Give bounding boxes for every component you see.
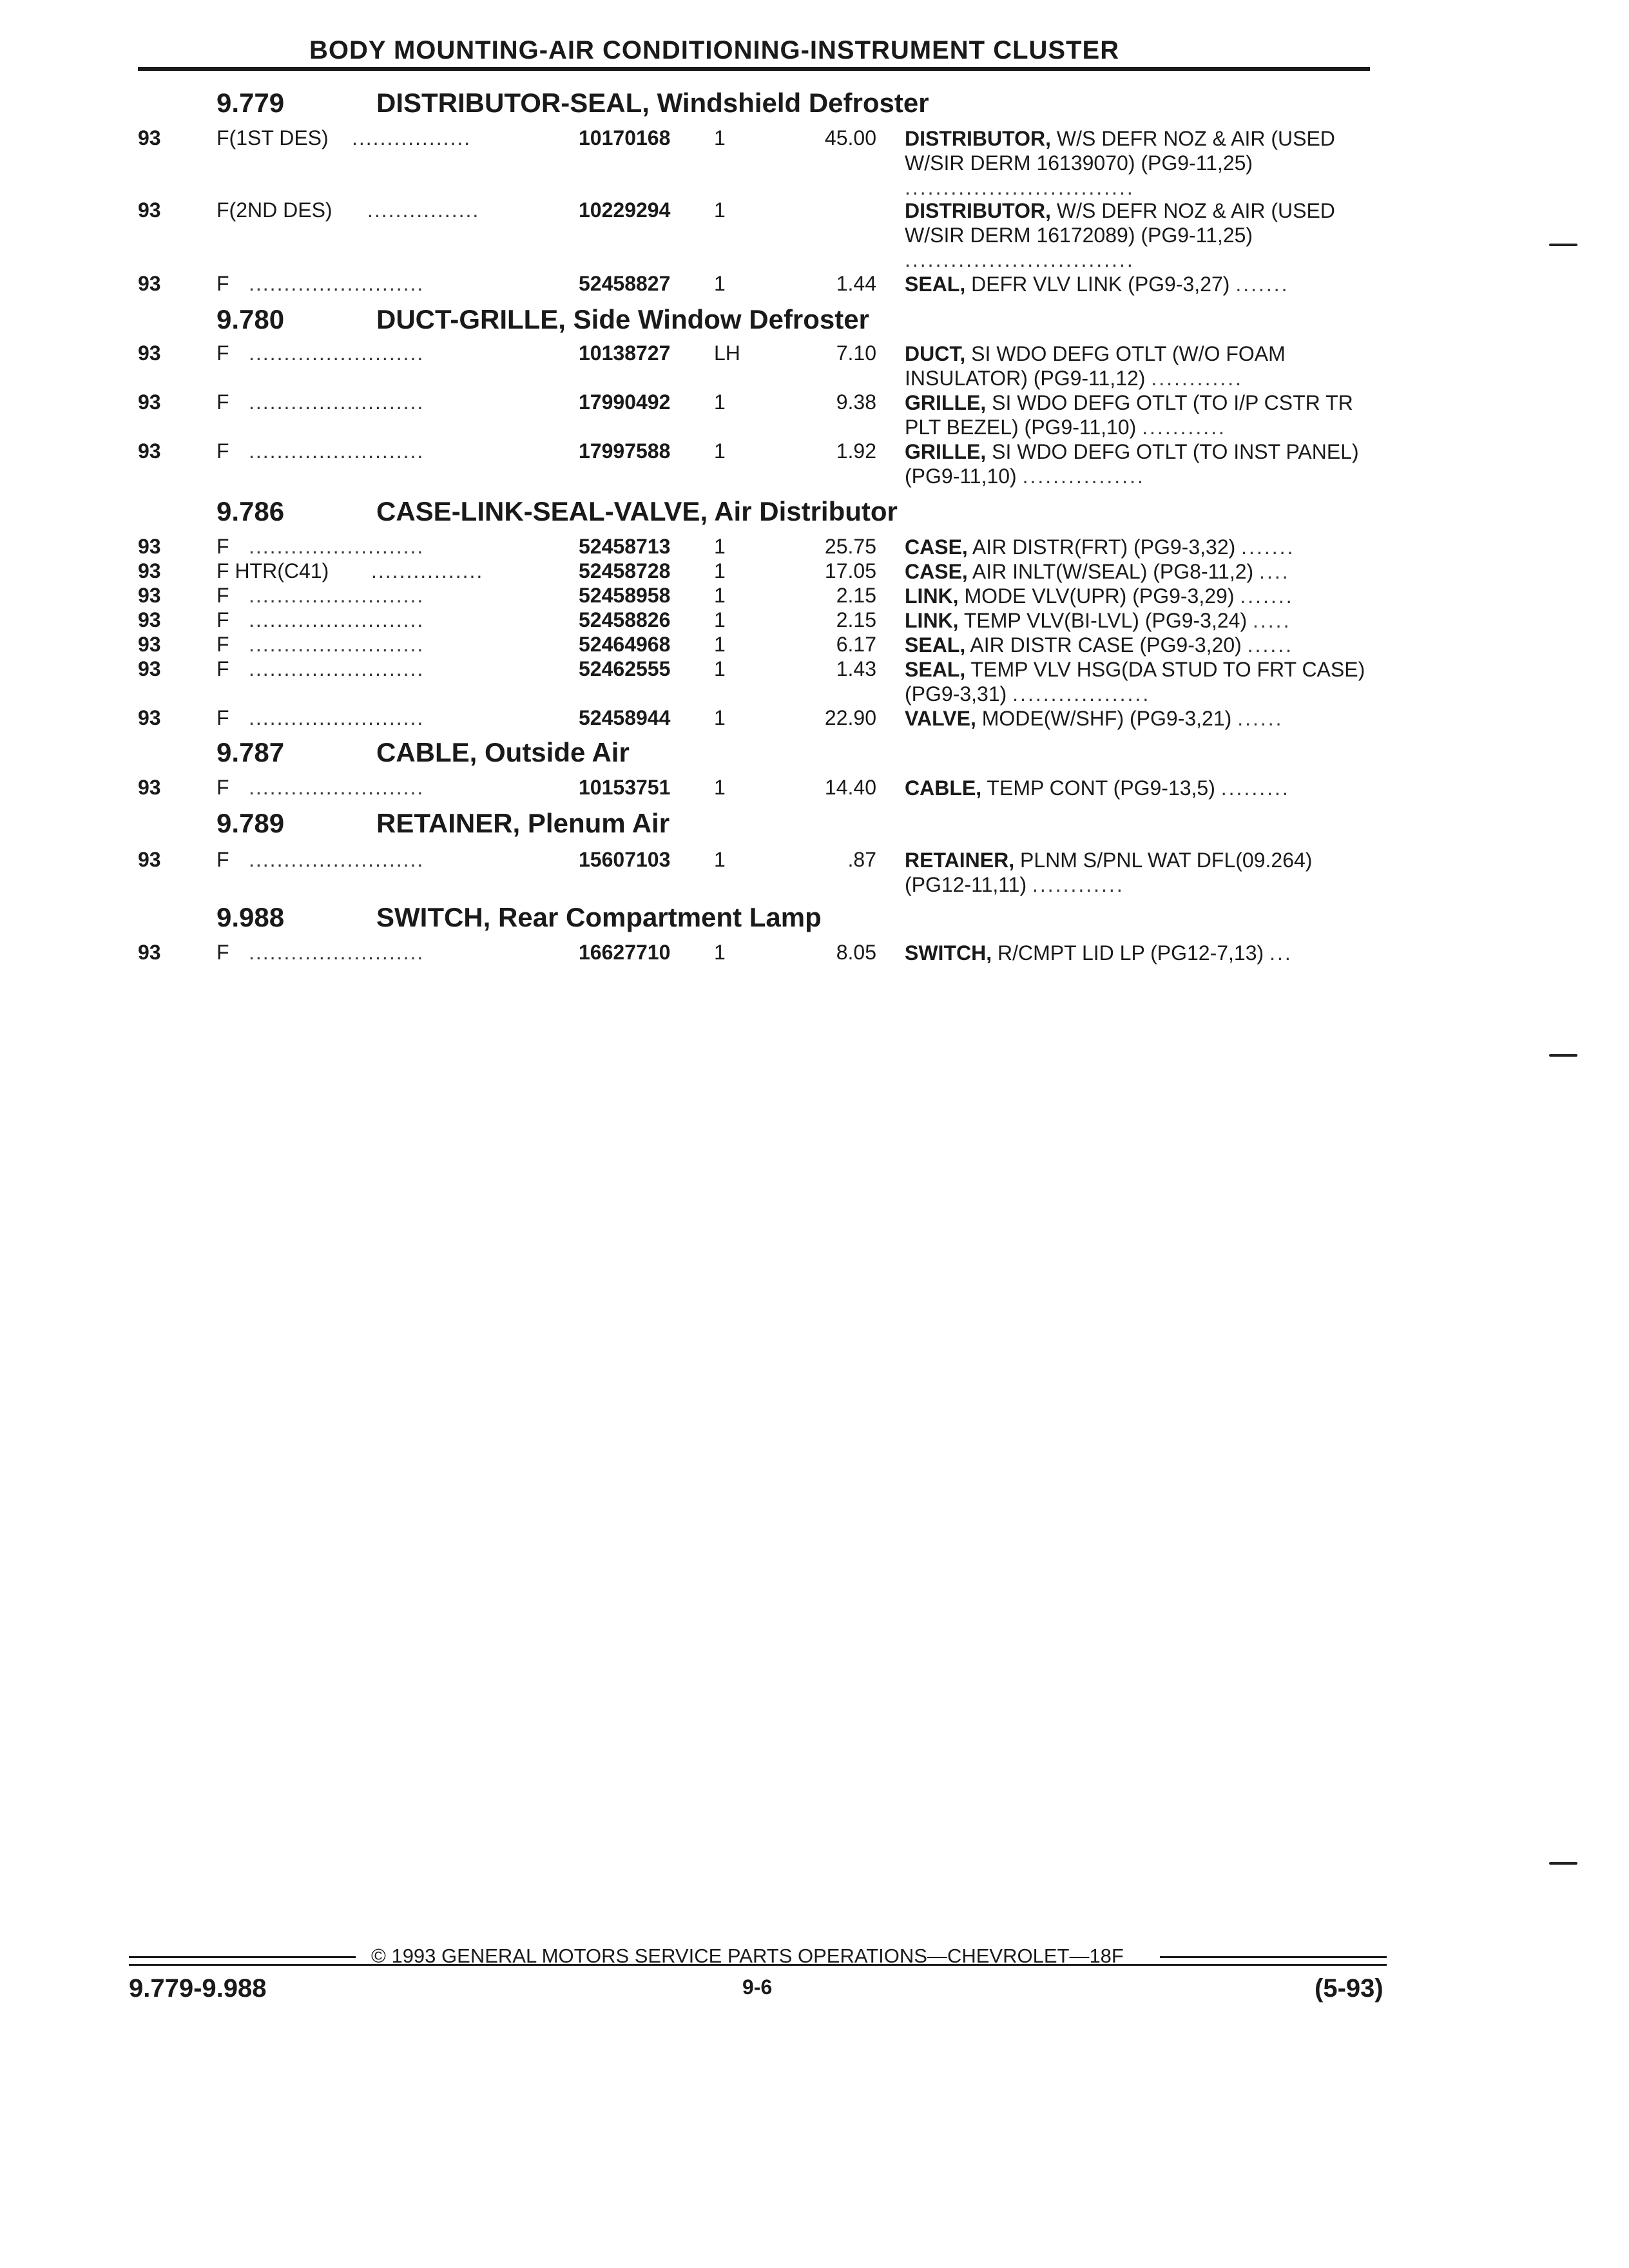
part-number: 17997588 [579, 439, 671, 463]
section-heading [0, 496, 1629, 528]
description-text: DEFR VLV LINK (PG9-3,27) [971, 273, 1230, 296]
part-number: 10153751 [579, 776, 671, 799]
part-number: 52458827 [579, 272, 671, 295]
leader-dots: ......................... [249, 848, 425, 871]
quantity: 1 [714, 198, 726, 222]
usage-code: F(1ST DES) [217, 126, 329, 149]
model-year: 93 [138, 608, 161, 631]
leader-dots: ......... [1220, 776, 1290, 800]
section-title: DISTRIBUTOR-SEAL, Windshield Defroster [376, 88, 929, 118]
margin-mark [1549, 1862, 1577, 1865]
usage-code: F [217, 706, 229, 729]
price: 2.15 [836, 608, 876, 631]
section-number: 9.787 [217, 737, 285, 767]
quantity: 1 [714, 272, 726, 295]
leader-dots: ......................... [249, 584, 425, 607]
list-item [0, 272, 1629, 298]
list-item [0, 633, 1629, 658]
list-item [0, 706, 1629, 732]
section-heading [0, 737, 1629, 769]
description-keyword: DUCT, [905, 342, 966, 365]
footer-rule [129, 1956, 356, 1958]
price: 6.17 [836, 633, 876, 656]
part-number: 16627710 [579, 941, 671, 964]
model-year: 93 [138, 706, 161, 729]
page-number: 9-6 [742, 1975, 773, 1999]
leader-dots: ......................... [249, 633, 425, 656]
leader-dots: ................ [367, 198, 480, 222]
description [905, 608, 1376, 633]
description [905, 848, 1376, 897]
section-heading [0, 902, 1629, 934]
margin-mark [1549, 244, 1577, 246]
price: 45.00 [824, 126, 876, 149]
description-keyword: VALVE, [905, 707, 976, 730]
description [905, 341, 1376, 390]
leader-dots: ......................... [249, 608, 425, 631]
quantity: 1 [714, 848, 726, 871]
description-text: TEMP VLV(BI-LVL) (PG9-3,24) [963, 609, 1248, 632]
description-keyword: CASE, [905, 535, 968, 559]
leader-dots: ......................... [249, 706, 425, 729]
usage-code: F [217, 608, 229, 631]
description-keyword: SWITCH, [905, 941, 992, 965]
description-keyword: DISTRIBUTOR, [905, 199, 1051, 222]
price: 1.43 [836, 657, 876, 680]
model-year: 93 [138, 439, 161, 463]
description [905, 657, 1376, 706]
price: 8.05 [836, 941, 876, 964]
description [905, 559, 1376, 584]
usage-code: F [217, 776, 229, 799]
description-keyword: LINK, [905, 584, 959, 608]
section-heading [0, 88, 1629, 120]
model-year: 93 [138, 776, 161, 799]
quantity: 1 [714, 126, 726, 149]
description-text: AIR DISTR(FRT) (PG9-3,32) [972, 535, 1236, 559]
model-year: 93 [138, 535, 161, 558]
section-number: 9.789 [217, 808, 285, 838]
quantity: 1 [714, 776, 726, 799]
part-number: 10229294 [579, 198, 671, 222]
part-number: 52458958 [579, 584, 671, 607]
description [905, 584, 1376, 608]
price: 9.38 [836, 390, 876, 414]
description-text: SI WDO DEFG OTLT (W/O FOAM INSULATOR) (PG9-11,12) [905, 342, 1286, 390]
section-title: CABLE, Outside Air [376, 737, 630, 767]
leader-dots: ......................... [249, 439, 425, 463]
description [905, 390, 1376, 439]
usage-code: F [217, 535, 229, 558]
usage-code: F [217, 272, 229, 295]
description-text: SI WDO DEFG OTLT (TO INST PANEL) (PG9-11,10) [905, 440, 1359, 488]
price: 25.75 [824, 535, 876, 558]
list-item [0, 608, 1629, 634]
model-year: 93 [138, 341, 161, 365]
list-item [0, 776, 1629, 802]
description-text: W/S DEFR NOZ & AIR (USED W/SIR DERM 16139070) (PG9-11,25) [905, 127, 1335, 175]
section-title: DUCT-GRILLE, Side Window Defroster [376, 304, 869, 334]
list-item [0, 848, 1629, 896]
price: 22.90 [824, 706, 876, 729]
description-text: W/S DEFR NOZ & AIR (USED W/SIR DERM 16172089) (PG9-11,25) [905, 199, 1335, 247]
quantity: 1 [714, 535, 726, 558]
description-text: SI WDO DEFG OTLT (TO I/P CSTR TR PLT BEZEL) (PG9-11,10) [905, 391, 1353, 439]
leader-dots: ..... [1253, 609, 1291, 632]
list-item [0, 535, 1629, 561]
section-heading [0, 808, 1629, 840]
usage-code: F [217, 390, 229, 414]
usage-code: F [217, 439, 229, 463]
model-year: 93 [138, 657, 161, 680]
page-title: BODY MOUNTING-AIR CONDITIONING-INSTRUMENT CLUSTER [309, 36, 1120, 64]
part-number: 10138727 [579, 341, 671, 365]
description-keyword: GRILLE, [905, 440, 987, 463]
margin-mark [1549, 1054, 1577, 1057]
footer-rule [1160, 1956, 1387, 1958]
list-item [0, 341, 1629, 390]
description-text: TEMP CONT (PG9-13,5) [987, 776, 1215, 800]
quantity: 1 [714, 633, 726, 656]
section-title: SWITCH, Rear Compartment Lamp [376, 902, 822, 932]
price: 1.44 [836, 272, 876, 295]
section-heading [0, 304, 1629, 336]
model-year: 93 [138, 559, 161, 582]
leader-dots: ...... [1247, 633, 1294, 657]
leader-dots: ................ [371, 559, 484, 582]
description [905, 941, 1376, 965]
model-year: 93 [138, 848, 161, 871]
model-year: 93 [138, 633, 161, 656]
model-year: 93 [138, 941, 161, 964]
quantity: LH [714, 341, 740, 365]
part-number: 17990492 [579, 390, 671, 414]
description-text: MODE(W/SHF) (PG9-3,21) [981, 707, 1232, 730]
usage-code: F [217, 341, 229, 365]
section-number: 9.780 [217, 304, 285, 334]
leader-dots: ......................... [249, 776, 425, 799]
description [905, 776, 1376, 800]
price: 17.05 [824, 559, 876, 582]
revision-date: (5-93) [1315, 1974, 1383, 2003]
description-keyword: GRILLE, [905, 391, 987, 414]
description [905, 535, 1376, 559]
part-number: 52458728 [579, 559, 671, 582]
list-item [0, 126, 1629, 199]
part-number: 52462555 [579, 657, 671, 680]
leader-dots: ............ [1032, 873, 1124, 896]
description-text: AIR INLT(W/SEAL) (PG8-11,2) [972, 560, 1254, 583]
leader-dots: .............................. [905, 248, 1135, 271]
leader-dots: ......................... [249, 341, 425, 365]
leader-dots: ....... [1240, 584, 1294, 608]
description [905, 439, 1376, 488]
description-text: MODE VLV(UPR) (PG9-3,29) [964, 584, 1235, 608]
part-number: 10170168 [579, 126, 671, 149]
leader-dots: ....... [1241, 535, 1295, 559]
model-year: 93 [138, 126, 161, 149]
description [905, 272, 1376, 296]
part-number: 15607103 [579, 848, 671, 871]
description [905, 706, 1376, 731]
description-text: AIR DISTR CASE (PG9-3,20) [970, 633, 1242, 657]
description-keyword: CASE, [905, 560, 968, 583]
usage-code: F [217, 848, 229, 871]
list-item [0, 559, 1629, 585]
list-item [0, 941, 1629, 966]
quantity: 1 [714, 584, 726, 607]
description [905, 198, 1376, 272]
part-number: 52458944 [579, 706, 671, 729]
description-text: PLNM S/PNL WAT DFL(09.264) (PG12-11,11) [905, 849, 1313, 896]
description-keyword: CABLE, [905, 776, 982, 800]
price: .87 [847, 848, 876, 871]
quantity: 1 [714, 390, 726, 414]
price: 14.40 [824, 776, 876, 799]
price: 2.15 [836, 584, 876, 607]
leader-dots: ........... [1142, 416, 1226, 439]
list-item [0, 198, 1629, 271]
leader-dots: ......................... [249, 657, 425, 680]
leader-dots: .... [1259, 560, 1290, 583]
leader-dots: .................. [1012, 682, 1151, 706]
list-item [0, 390, 1629, 439]
leader-dots: .............................. [905, 176, 1135, 199]
usage-code: F [217, 657, 229, 680]
leader-dots: ................. [352, 126, 472, 149]
section-number: 9.779 [217, 88, 285, 118]
section-range: 9.779-9.988 [129, 1974, 267, 2003]
title-rule [138, 67, 1370, 71]
leader-dots: ... [1269, 941, 1293, 965]
description-keyword: RETAINER, [905, 849, 1015, 872]
quantity: 1 [714, 559, 726, 582]
description-text: TEMP VLV HSG(DA STUD TO FRT CASE) (PG9-3,31) [905, 658, 1365, 706]
quantity: 1 [714, 439, 726, 463]
quantity: 1 [714, 941, 726, 964]
part-number: 52458713 [579, 535, 671, 558]
leader-dots: ......................... [249, 272, 425, 295]
leader-dots: ......................... [249, 535, 425, 558]
leader-dots: ................ [1022, 465, 1145, 488]
usage-code: F [217, 633, 229, 656]
model-year: 93 [138, 584, 161, 607]
section-title: CASE-LINK-SEAL-VALVE, Air Distributor [376, 496, 898, 526]
leader-dots: ......................... [249, 390, 425, 414]
description-text: R/CMPT LID LP (PG12-7,13) [997, 941, 1264, 965]
model-year: 93 [138, 198, 161, 222]
list-item [0, 657, 1629, 706]
description [905, 633, 1376, 657]
part-number: 52464968 [579, 633, 671, 656]
leader-dots: ...... [1237, 707, 1284, 730]
description-keyword: SEAL, [905, 633, 966, 657]
quantity: 1 [714, 706, 726, 729]
usage-code: F(2ND DES) [217, 198, 333, 222]
leader-dots: ............ [1151, 367, 1244, 390]
leader-dots: ....... [1235, 273, 1289, 296]
section-title: RETAINER, Plenum Air [376, 808, 670, 838]
description-keyword: DISTRIBUTOR, [905, 127, 1051, 150]
price: 7.10 [836, 341, 876, 365]
part-number: 52458826 [579, 608, 671, 631]
model-year: 93 [138, 390, 161, 414]
description-keyword: LINK, [905, 609, 959, 632]
copyright-notice: © 1993 GENERAL MOTORS SERVICE PARTS OPERATIONS—CHEVROLET—18F [371, 1945, 1124, 1967]
leader-dots: ......................... [249, 941, 425, 964]
usage-code: F HTR(C41) [217, 559, 329, 582]
description [905, 126, 1376, 200]
list-item [0, 439, 1629, 488]
quantity: 1 [714, 657, 726, 680]
description-keyword: SEAL, [905, 658, 966, 681]
usage-code: F [217, 584, 229, 607]
quantity: 1 [714, 608, 726, 631]
usage-code: F [217, 941, 229, 964]
list-item [0, 584, 1629, 610]
price: 1.92 [836, 439, 876, 463]
section-number: 9.786 [217, 496, 285, 526]
description-keyword: SEAL, [905, 273, 966, 296]
section-number: 9.988 [217, 902, 285, 932]
model-year: 93 [138, 272, 161, 295]
